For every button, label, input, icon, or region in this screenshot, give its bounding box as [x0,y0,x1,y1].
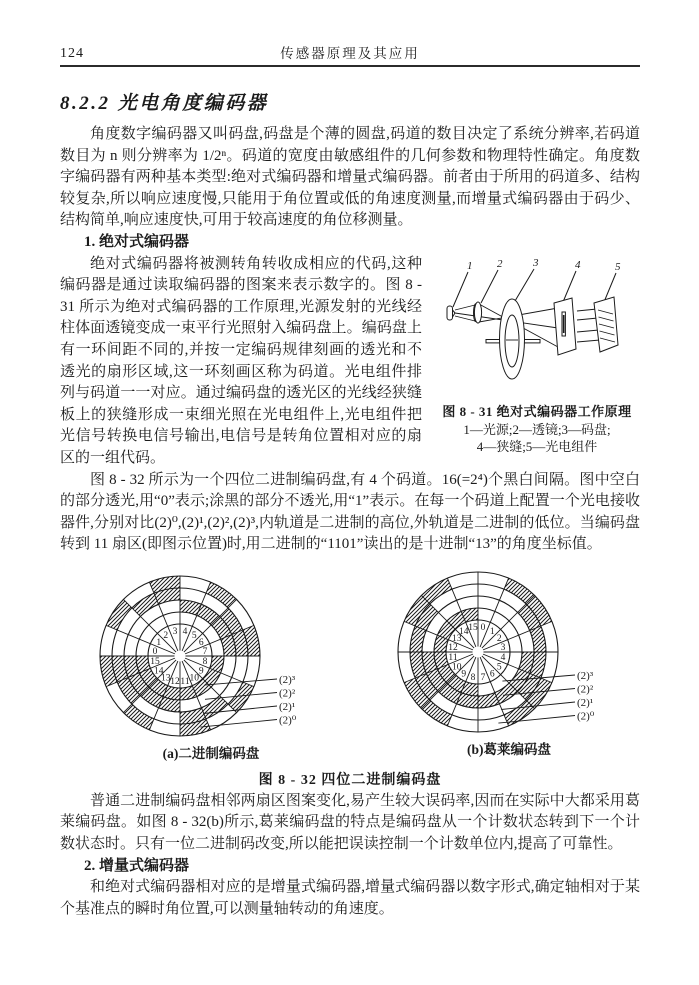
figure-8-32 [60,570,640,791]
fig31-legend-1: 1—光源;2—透镜;3—码盘; [463,421,611,437]
svg-text:11: 11 [180,677,190,688]
svg-text:13: 13 [452,633,462,644]
subheading-incremental-encoder: 2. 增量式编码器 [84,857,190,874]
section-heading: 8.2.2 光电角度编码器 [60,93,269,114]
svg-text:6: 6 [489,669,495,680]
svg-text:14: 14 [459,626,469,637]
svg-text:10: 10 [452,662,462,673]
svg-text:(2)²: (2)² [577,683,594,696]
paragraph-binary-disk: 图 8 - 32 所示为一个四位二进制编码盘,有 4 个码道。16(=2⁴)个黑白间隔。图中空白的部分透光,用“0”表示;涂黑的部分不透光,用“1”表示。在每一个码道上配置一个光电接收器件,分别对比(2)⁰,(2)¹,(2)²,(2)³,内轨道是二进制的高位,外轨道是二进制的低位。当编码盘转到 11 扇区(即图示位置)时,用二进制的“1101”读出的是十进制“13”的角度坐标值。 [60,471,640,553]
svg-text:(2)⁰: (2)⁰ [279,714,297,727]
fig32a-subcaption: (a)二进制编码盘 [162,745,260,761]
fig32b-subcaption: (b)葛莱编码盘 [467,741,551,757]
paragraph-absolute-principle: 绝对式编码器将被测转角转收成相应的代码,这种编码器是通过读取编码器的图案来表示数字的。图 8 - 31 所示为绝对式编码器的工作原理,光源发射的光线经柱体面透镜变成一束平行光照射入编码盘上。编码盘上有一环间距不同的,并按一定编码规律刻画的透光和不透光的扇形区域,这一环刻画区称为码道。光电组件排列与码道一一对应。通过编码盘的透光区的光线经狭缝板上的狭缝形成一束细光照在光电组件上,光电组件把光信号转换电信号输出,电信号是转角位置相对应的扇区的一组代码。 [60,255,422,466]
paragraph-incremental: 和绝对式编码器相对应的是增量式编码器,增量式编码器以数字形式,确定轴相对于某个基准点的瞬时角位置,可以测量轴转动的角速度。 [60,879,640,917]
page-header [60,42,640,62]
svg-text:13: 13 [161,673,171,684]
paragraph-intro: 角度数字编码器又叫码盘,码盘是个薄的圆盘,码道的数目决定了系统分辨率,若码道数目为 n 则分辨率为 1/2ⁿ。码道的宽度由敏感组件的几何参数和物理特性确定。角度数字编码器有两种基本类型:绝对式编码器和增量式编码器。前者由于所用的码道多、结构较复杂,所以响应速度慢,只能用于角位置或低的角速度测量,而增量式编码器由于码少、结构简单,响应速度快,可用于较高速度的角位移测量。 [60,126,640,229]
svg-text:0: 0 [480,623,486,634]
svg-text:3: 3 [172,627,178,638]
svg-text:15: 15 [150,657,160,668]
svg-text:7: 7 [480,673,486,684]
svg-text:3: 3 [500,643,506,654]
svg-text:2: 2 [496,633,502,644]
svg-text:6: 6 [198,637,204,648]
binary-code-disk-figure [88,570,334,763]
svg-text:(2)³: (2)³ [279,673,296,686]
body-text [60,124,640,920]
svg-text:8: 8 [470,673,476,684]
running-title: 传感器原理及其应用 [280,46,420,61]
svg-text:9: 9 [198,666,204,677]
svg-text:5: 5 [191,630,197,641]
svg-text:4: 4 [500,653,506,664]
svg-text:5: 5 [496,662,502,673]
paragraph-gray-code: 普通二进制编码盘相邻两扇区图案变化,易产生较大误码率,因而在实际中大都采用葛莱编码盘。如图 8 - 32(b)所示,葛莱编码盘的特点是编码盘从一个计数状态转到下一个计数状态时。只有一位二进制码改变,所以能把误读控制一个计数单位内,提高了可靠性。 [60,792,640,853]
svg-text:7: 7 [202,647,208,658]
gray-code-disk-drawing [386,566,632,736]
gray-code-disk-figure [386,566,632,763]
subheading-absolute-encoder: 1. 绝对式编码器 [84,233,190,250]
fig31-legend-2: 4—狭缝;5—光电组件 [476,438,598,454]
svg-text:0: 0 [152,647,158,658]
fig31-part-label-2: 2 [497,257,503,270]
svg-text:2: 2 [163,630,169,641]
binary-code-disk-drawing [88,570,334,740]
fig31-part-label-1: 1 [467,259,473,272]
fig32-disks-row [60,570,640,763]
svg-text:11: 11 [448,653,458,664]
svg-text:15: 15 [468,623,478,634]
svg-text:14: 14 [154,666,164,677]
svg-text:(2)¹: (2)¹ [279,700,296,713]
svg-text:12: 12 [448,643,458,654]
svg-text:9: 9 [461,669,467,680]
fig32-caption: 图 8 - 32 四位二进制编码盘 [258,772,442,788]
figure-8-31 [434,257,640,455]
encoder-principle-diagram [434,257,640,403]
svg-text:8: 8 [202,657,208,668]
fig31-part-label-3: 3 [533,256,539,269]
fig31-part-label-5: 5 [615,260,621,273]
svg-text:(2)²: (2)² [279,687,296,700]
fig31-caption: 图 8 - 31 绝对式编码器工作原理 [442,403,632,419]
svg-text:1: 1 [156,637,162,648]
svg-text:1: 1 [489,626,495,637]
svg-text:(2)³: (2)³ [577,669,594,682]
page-number: 124 [60,46,84,61]
header-rule [60,65,640,67]
svg-text:4: 4 [182,627,188,638]
svg-text:(2)¹: (2)¹ [577,696,594,709]
svg-text:(2)⁰: (2)⁰ [577,710,595,723]
fig31-part-label-4: 4 [575,258,581,271]
svg-text:12: 12 [170,677,180,688]
svg-text:10: 10 [189,673,199,684]
